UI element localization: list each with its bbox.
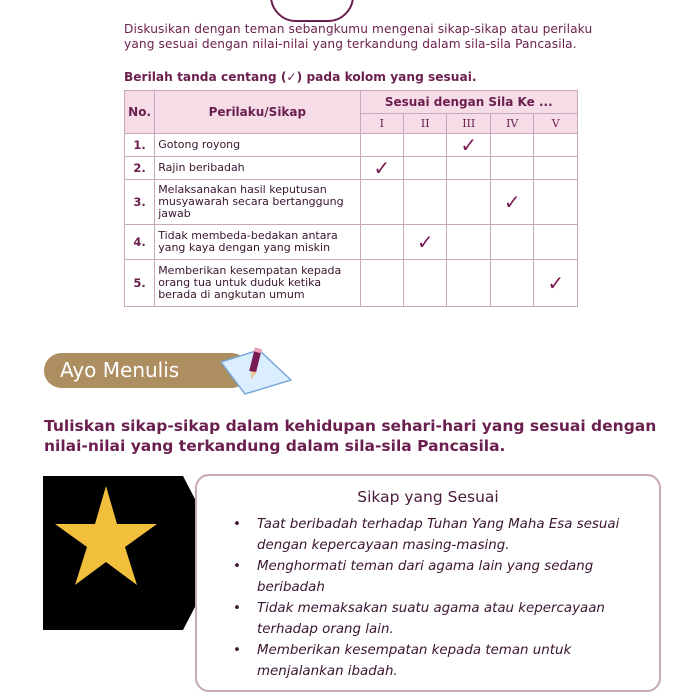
- sila-table: [124, 90, 578, 307]
- bullet: •: [233, 601, 241, 616]
- answer-box: [195, 474, 661, 692]
- list-item-text: Menghormati teman dari agama lain yang sedang beribadah: [257, 559, 594, 595]
- check-cell: [404, 180, 447, 225]
- top-decoration: [270, 0, 354, 22]
- answer-box-title: Sikap yang Sesuai: [357, 488, 499, 506]
- list-item-text: Taat beribadah terhadap Tuhan Yang Maha Esa sesuai dengan kepercayaan masing-masing.: [257, 517, 620, 553]
- list-item-text: Tidak memaksakan suatu agama atau kepercayaan terhadap orang lain.: [257, 601, 605, 637]
- check-mark-icon: ✓: [503, 190, 521, 214]
- header-sila-4: IV: [490, 114, 533, 134]
- check-cell: [360, 180, 403, 225]
- row-behavior: Tidak membeda-bedakan antara yang kaya dengan yang miskin: [155, 225, 360, 260]
- check-cell: [360, 225, 403, 260]
- check-mark-icon: ✓: [416, 230, 434, 254]
- check-cell: [404, 225, 447, 260]
- check-cell: [447, 157, 490, 180]
- check-cell: [490, 225, 533, 260]
- check-cell: [360, 260, 403, 307]
- section-banner-label: Ayo Menulis: [60, 358, 180, 382]
- row-number: 5.: [125, 260, 155, 307]
- header-behavior: Perilaku/Sikap: [155, 91, 360, 134]
- check-cell: [490, 157, 533, 180]
- bullet: •: [233, 643, 241, 658]
- check-cell: [360, 157, 403, 180]
- list-item: [227, 598, 655, 640]
- check-cell: [534, 134, 578, 157]
- row-behavior: Rajin beribadah: [155, 157, 360, 180]
- bullet: •: [233, 517, 241, 532]
- check-cell: [447, 134, 490, 157]
- row-number: 3.: [125, 180, 155, 225]
- check-cell: [534, 260, 578, 307]
- header-sila-group: Sesuai dengan Sila Ke ...: [360, 91, 577, 114]
- check-cell: [447, 260, 490, 307]
- row-behavior: Gotong royong: [155, 134, 360, 157]
- table-row: [125, 260, 578, 307]
- list-item: [227, 514, 655, 556]
- check-cell: [490, 180, 533, 225]
- check-cell: [490, 134, 533, 157]
- check-mark-icon: ✓: [373, 156, 391, 180]
- row-number: 1.: [125, 134, 155, 157]
- check-cell: [534, 180, 578, 225]
- header-no: No.: [125, 91, 155, 134]
- pencil-paper-icon: [215, 342, 297, 398]
- table-row: [125, 225, 578, 260]
- writing-task: Tuliskan sikap-sikap dalam kehidupan sehari-hari yang sesuai dengan nilai-nilai yang terkandung dalam sila-sila Pancasila.: [44, 417, 657, 455]
- list-item-text: Memberikan kesempatan kepada teman untuk menjalankan ibadah.: [257, 643, 572, 679]
- row-number: 2.: [125, 157, 155, 180]
- instruction-text: Berilah tanda centang (✓) pada kolom yang sesuai.: [124, 70, 477, 84]
- check-mark-icon: ✓: [547, 271, 565, 295]
- check-cell: [447, 225, 490, 260]
- check-cell: [447, 180, 490, 225]
- check-cell: [534, 225, 578, 260]
- header-sila-1: I: [360, 114, 403, 134]
- table-row: [125, 134, 578, 157]
- check-cell: [534, 157, 578, 180]
- check-cell: [404, 260, 447, 307]
- table-row: [125, 180, 578, 225]
- check-cell: [404, 134, 447, 157]
- header-sila-2: II: [404, 114, 447, 134]
- check-cell: [404, 157, 447, 180]
- header-sila-5: V: [534, 114, 578, 134]
- answer-list: [227, 514, 655, 682]
- row-number: 4.: [125, 225, 155, 260]
- check-cell: [490, 260, 533, 307]
- header-sila-3: III: [447, 114, 490, 134]
- check-cell: [360, 134, 403, 157]
- list-item: [227, 556, 655, 598]
- row-behavior: Melaksanakan hasil keputusan musyawarah secara bertanggung jawab: [155, 180, 360, 225]
- intro-paragraph: Diskusikan dengan teman sebangkumu mengenai sikap-sikap atau perilaku yang sesuai dengan nilai-nilai yang terkandung dalam sila-sila Pancasila.: [124, 22, 593, 51]
- bullet: •: [233, 559, 241, 574]
- table-row: [125, 157, 578, 180]
- row-behavior: Memberikan kesempatan kepada orang tua untuk duduk ketika berada di angkutan umum: [155, 260, 360, 307]
- list-item: [227, 640, 655, 682]
- check-mark-icon: ✓: [460, 133, 478, 157]
